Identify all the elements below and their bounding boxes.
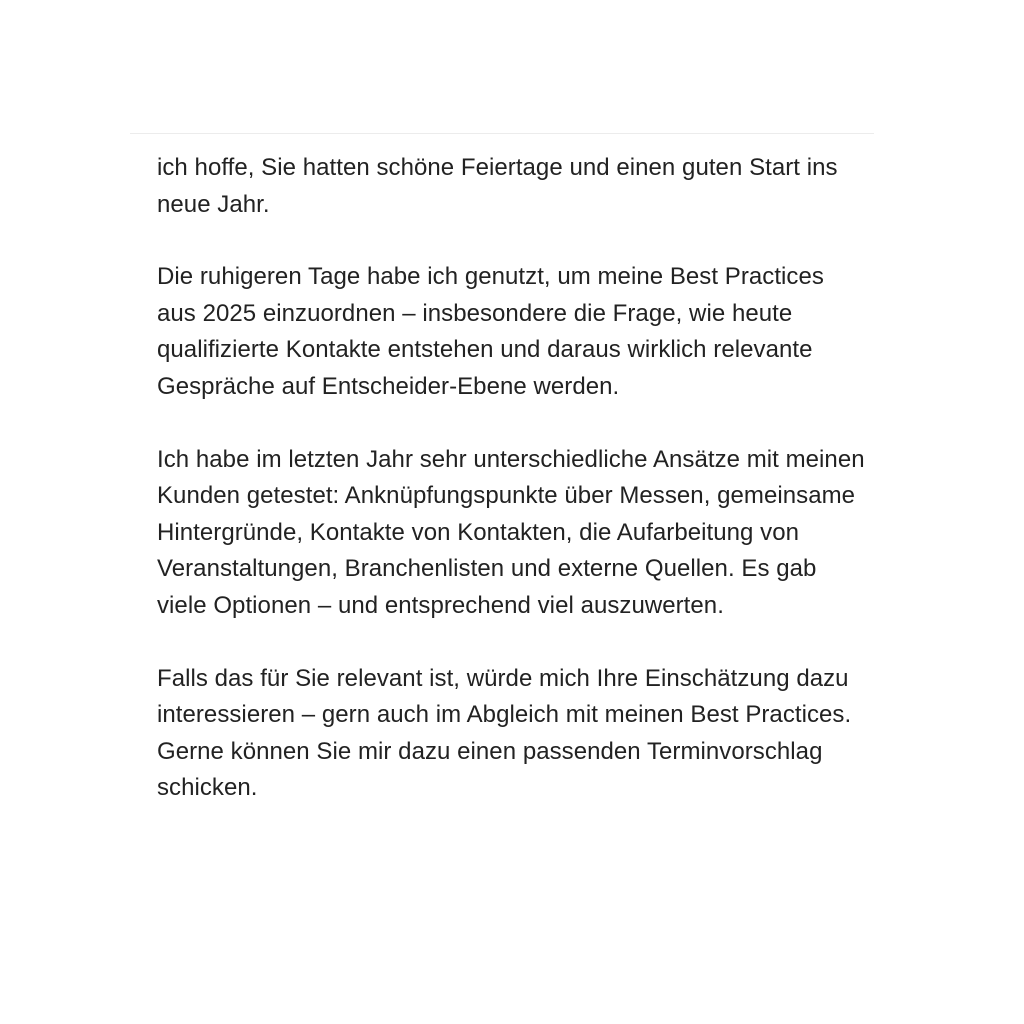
- message-paragraph-3: Ich habe im letzten Jahr sehr unterschiedliche Ansätze mit meinen Kunden getestet: Anknüpfungspunkte über Messen, gemeinsame Hintergründe, Kontakte von Kontakten, die Aufarbeitung von Veranstaltungen, Branchenlisten und externe Quellen. Es gab viele Optionen – und entsprechend viel auszuwerten.: [157, 445, 865, 619]
- message-body: [157, 150, 867, 807]
- header-divider: [130, 133, 874, 134]
- message-paragraph-1: ich hoffe, Sie hatten schöne Feiertage und einen guten Start ins neue Jahr.: [157, 154, 838, 218]
- message-paragraph-2: Die ruhigeren Tage habe ich genutzt, um meine Best Practices aus 2025 einzuordnen – insbesondere die Frage, wie heute qualifizierte Kontakte entstehen und daraus wirklich relevante Gespräche auf Entscheider-Ebene werden.: [157, 263, 824, 400]
- message-paragraph-4: Falls das für Sie relevant ist, würde mich Ihre Einschätzung dazu interessieren – gern auch im Abgleich mit meinen Best Practices. Gerne können Sie mir dazu einen passenden Terminvorschlag schicken.: [157, 664, 852, 802]
